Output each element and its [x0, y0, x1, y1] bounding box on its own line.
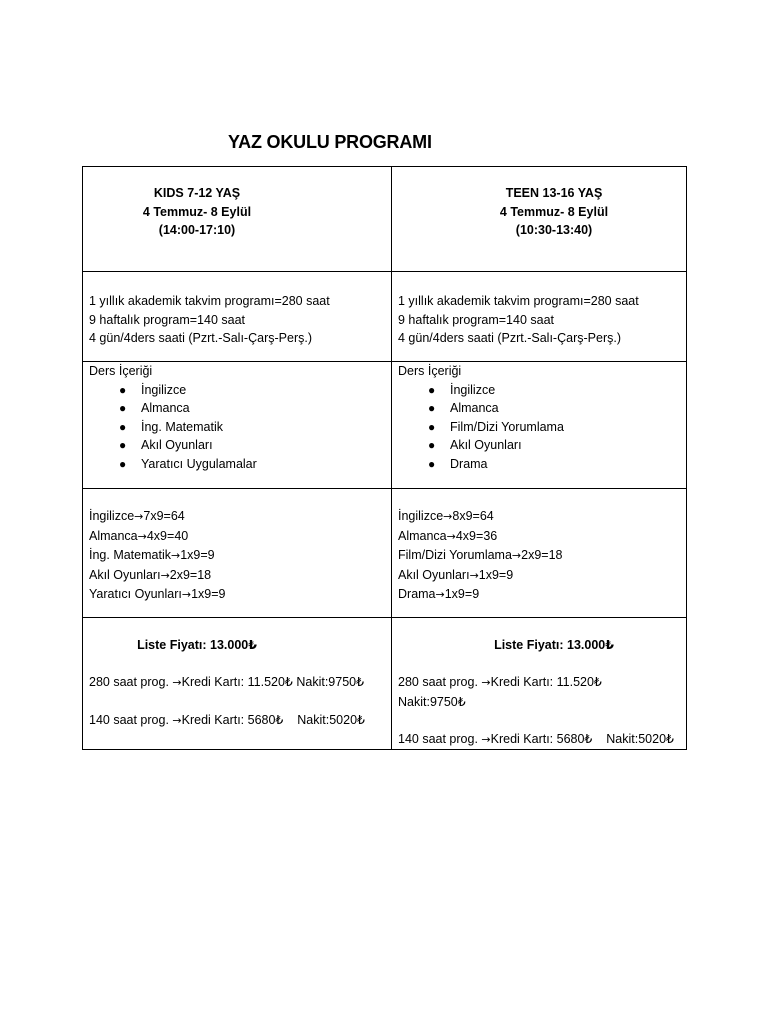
header-row [83, 167, 687, 272]
hours-line: Akıl Oyunları→1x9=9 [398, 567, 514, 582]
bullet-icon: ● [119, 401, 127, 415]
kids-subject-list [89, 381, 385, 474]
teen-age-title: TEEN 13-16 YAŞ [505, 186, 603, 200]
list-item: ● Yaratıcı Uygulamalar [119, 455, 385, 474]
teen-time: (10:30-13:40) [515, 223, 593, 237]
arrow-right-icon: → [160, 568, 170, 582]
kids-list-price: Liste Fiyatı: 13.000₺ [137, 638, 257, 652]
kids-time: (14:00-17:10) [158, 223, 236, 237]
list-item: ● Akıl Oyunları [119, 436, 385, 455]
hours-line: İng. Matematik→1x9=9 [89, 548, 215, 562]
list-item: ● İng. Matematik [119, 418, 385, 437]
kids-hours-cell [83, 489, 392, 618]
bullet-icon: ● [119, 382, 127, 397]
teen-hours-cell [392, 489, 687, 618]
teen-dates: 4 Temmuz- 8 Eylül [499, 204, 609, 219]
kids-price-cell [83, 618, 392, 750]
hours-line: Yaratıcı Oyunları→1x9=9 [89, 587, 226, 601]
program-table [82, 166, 687, 750]
arrow-right-icon: → [170, 549, 181, 562]
kids-content-label: Ders İçeriği [89, 364, 153, 378]
hours-line: Almanca→4x9=36 [398, 528, 498, 543]
teen-price-280: 280 saat prog. →Kredi Kartı: 11.520₺ [398, 675, 602, 689]
arrow-right-icon: → [481, 732, 491, 746]
hours-line: İngilizce→7x9=64 [89, 509, 185, 523]
teen-info-line: 9 haftalık program=140 saat [398, 312, 554, 327]
bullet-icon: ● [119, 419, 127, 434]
bullet-icon: ● [119, 456, 127, 471]
bullet-icon: ● [428, 419, 436, 434]
hours-line: Drama→1x9=9 [398, 587, 480, 601]
bullet-icon: ● [428, 382, 436, 397]
bullet-icon: ● [119, 438, 127, 452]
kids-info-line: 4 gün/4ders saati (Pzrt.-Salı-Çarş-Perş.) [89, 331, 312, 345]
list-item: ● Drama [428, 455, 680, 474]
list-item: ● İngilizce [428, 381, 680, 400]
arrow-right-icon: → [137, 529, 147, 543]
bullet-icon: ● [428, 401, 436, 415]
kids-info-line: 9 haftalık program=140 saat [89, 312, 245, 327]
arrow-right-icon: → [172, 676, 182, 689]
list-item: ● Film/Dizi Yorumlama [428, 418, 680, 437]
arrow-right-icon: → [511, 549, 522, 562]
arrow-right-icon: → [443, 510, 453, 523]
kids-dates: 4 Temmuz- 8 Eylül [142, 204, 252, 219]
hours-line: Akıl Oyunları→2x9=18 [89, 567, 212, 582]
kids-age-title: KIDS 7-12 YAŞ [153, 186, 241, 200]
teen-content-label: Ders İçeriği [398, 364, 462, 378]
kids-price-140: 140 saat prog. →Kredi Kartı: 5680₺ Nakit:5020₺ [89, 713, 365, 727]
hours-line: Film/Dizi Yorumlama→2x9=18 [398, 548, 563, 562]
list-item: ● Almanca [428, 399, 680, 418]
arrow-right-icon: → [469, 568, 479, 582]
arrow-right-icon: → [181, 588, 192, 601]
kids-info-line: 1 yıllık akademik takvim programı=280 saat [89, 294, 330, 308]
teen-price-280-cash: Nakit:9750₺ [398, 694, 466, 709]
teen-list-price: Liste Fiyatı: 13.000₺ [494, 638, 614, 652]
bullet-icon: ● [428, 438, 436, 452]
teen-subject-list [398, 381, 680, 474]
arrow-right-icon: → [172, 714, 182, 727]
hours-line: İngilizce→8x9=64 [398, 509, 494, 523]
teen-content-cell [392, 362, 687, 489]
arrow-right-icon: → [134, 510, 144, 523]
teen-info-cell [392, 272, 687, 362]
list-item: ● Almanca [119, 399, 385, 418]
arrow-right-icon: → [481, 676, 491, 689]
info-row [83, 272, 687, 362]
price-row [83, 618, 687, 750]
kids-price-280: 280 saat prog. →Kredi Kartı: 11.520₺ Nakit:9750₺ [89, 675, 365, 689]
hours-line: Almanca→4x9=40 [89, 528, 189, 543]
page-title: YAZ OKULU PROGRAMI [228, 132, 432, 152]
teen-price-140: 140 saat prog. →Kredi Kartı: 5680₺ Nakit:5020₺ [398, 731, 674, 746]
kids-content-cell [83, 362, 392, 489]
bullet-icon: ● [428, 456, 436, 471]
teen-info-line: 4 gün/4ders saati (Pzrt.-Salı-Çarş-Perş.) [398, 331, 621, 345]
arrow-right-icon: → [446, 529, 456, 543]
kids-info-cell [83, 272, 392, 362]
kids-header-cell [83, 167, 392, 272]
list-item: ● Akıl Oyunları [428, 436, 680, 455]
arrow-right-icon: → [435, 588, 445, 601]
teen-price-cell [392, 618, 687, 750]
content-row [83, 362, 687, 489]
teen-info-line: 1 yıllık akademik takvim programı=280 saat [398, 294, 639, 308]
hours-row [83, 489, 687, 618]
list-item: ● İngilizce [119, 381, 385, 400]
teen-header-cell [392, 167, 687, 272]
